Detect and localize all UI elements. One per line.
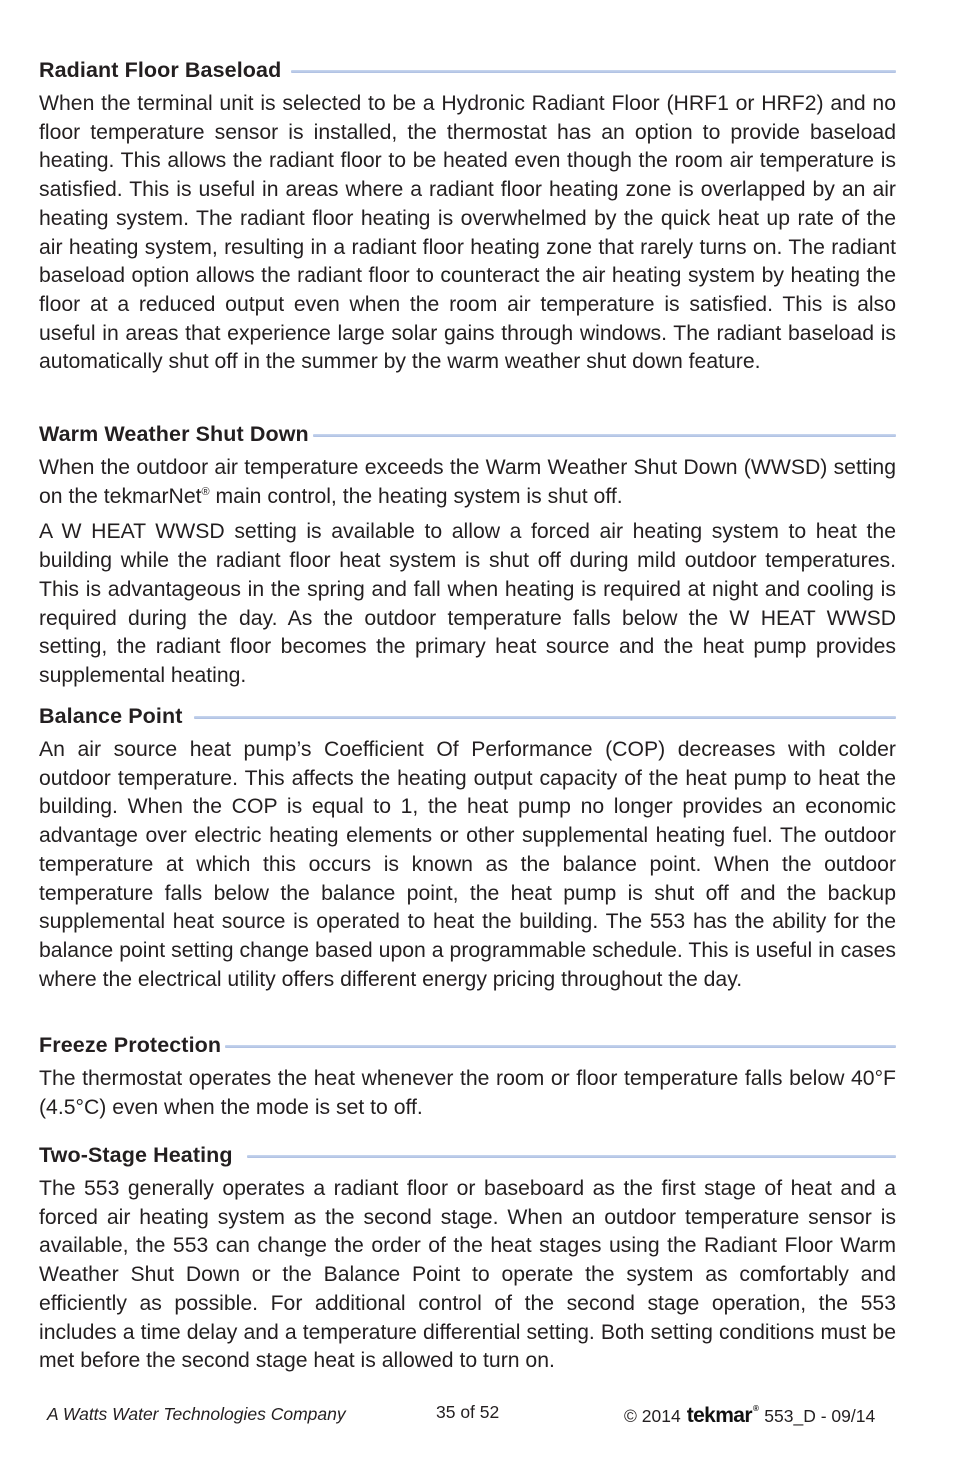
page-number: 35 of 52 bbox=[436, 1402, 500, 1422]
section-heading: Two-Stage Heating bbox=[39, 1142, 233, 1167]
section-balance-point bbox=[39, 702, 896, 994]
section-heading: Freeze Protection bbox=[39, 1032, 222, 1057]
section-warm-weather-shut-down bbox=[39, 420, 896, 691]
section-two-stage-heating bbox=[39, 1141, 896, 1376]
section-paragraph: The 553 generally operates a radiant floor or baseboard as the first stage of heat and a forced air heating system as the second stage. When an outdoor temperature sensor is available, the 553 can change the order of the heat stages using the Radiant Floor Warm Weather Shut Down or the Balance Point to operate the system as comfortably and efficiently as possible. For additional control of the second stage operation, the 553 includes a time delay and a temperature differential setting. Both setting conditions must be met before the second stage heat is allowed to turn on. bbox=[39, 1177, 896, 1373]
footer-company: A Watts Water Technologies Company bbox=[47, 1404, 346, 1424]
section-heading: Radiant Floor Baseload bbox=[39, 57, 282, 82]
heading-rule bbox=[225, 1045, 896, 1048]
section-freeze-protection bbox=[39, 1031, 896, 1122]
footer-copyright bbox=[624, 1404, 875, 1428]
heading-rule bbox=[313, 434, 896, 437]
heading-rule bbox=[291, 70, 896, 73]
section-radiant-floor-baseload bbox=[39, 56, 896, 377]
section-paragraph: When the outdoor air temperature exceeds the Warm Weather Shut Down (WWSD) setting on the tekmarNet® main control, the heating system is shut off. bbox=[39, 456, 896, 508]
registered-mark: ® bbox=[201, 485, 210, 498]
section-paragraph: The thermostat operates the heat whenever the room or floor temperature falls below 40°F (4.5°C) even when the mode is set to off. bbox=[39, 1067, 896, 1119]
copyright-year: © 2014 bbox=[624, 1406, 681, 1426]
document-code: 553_D - 09/14 bbox=[764, 1406, 876, 1426]
section-heading: Warm Weather Shut Down bbox=[39, 421, 309, 446]
heading-rule bbox=[194, 716, 896, 719]
heading-rule bbox=[247, 1155, 896, 1158]
section-heading: Balance Point bbox=[39, 703, 183, 728]
tekmar-logo: tekmar® bbox=[686, 1404, 759, 1427]
section-paragraph: A W HEAT WWSD setting is available to allow a forced air heating system to heat the building while the radiant floor heat system is shut off during mild outdoor temperatures. This is advantageous in the spring and fall when heating is required at night and cooling is required during the day. As the outdoor temperature falls below the W HEAT WWSD setting, the radiant floor becomes the primary heat source and the heat pump provides supplemental heating. bbox=[39, 520, 896, 687]
section-paragraph: When the terminal unit is selected to be a Hydronic Radiant Floor (HRF1 or HRF2) and no floor temperature sensor is installed, the thermostat has an option to provide baseload heating. This allows the radiant floor to be heated even though the room air temperature is satisfied. This is useful in areas where a radiant floor heating zone is overlapped by an air heating system. The radiant floor heating is overwhelmed by the quick heat up rate of the air heating system, resulting in a radiant floor heating zone that rarely turns on. The radiant baseload option allows the radiant floor to counteract the air heating system by heating the floor at a reduced output even when the room air temperature is satisfied. This is also useful in areas that experience large solar gains through windows. The radiant baseload is automatically shut off in the summer by the warm weather shut down feature. bbox=[39, 92, 896, 374]
logo-registered-mark: ® bbox=[752, 1404, 759, 1413]
section-paragraph: An air source heat pump’s Coefficient Of Performance (COP) decreases with colder outdoor temperature. This affects the heating output capacity of the heat pump to heat the building. When the COP is equal to 1, the heat pump no longer provides an economic advantage over electric heating elements or other supplemental heating fuel. The outdoor temperature at which this occurs is known as the balance point. When the outdoor temperature falls below the balance point, the heat pump is shut off and the backup supplemental heat source is operated to heat the building. The 553 has the ability for the balance point setting change based upon a programmable schedule. This is useful in cases where the electrical utility offers different energy pricing throughout the day. bbox=[39, 738, 896, 991]
